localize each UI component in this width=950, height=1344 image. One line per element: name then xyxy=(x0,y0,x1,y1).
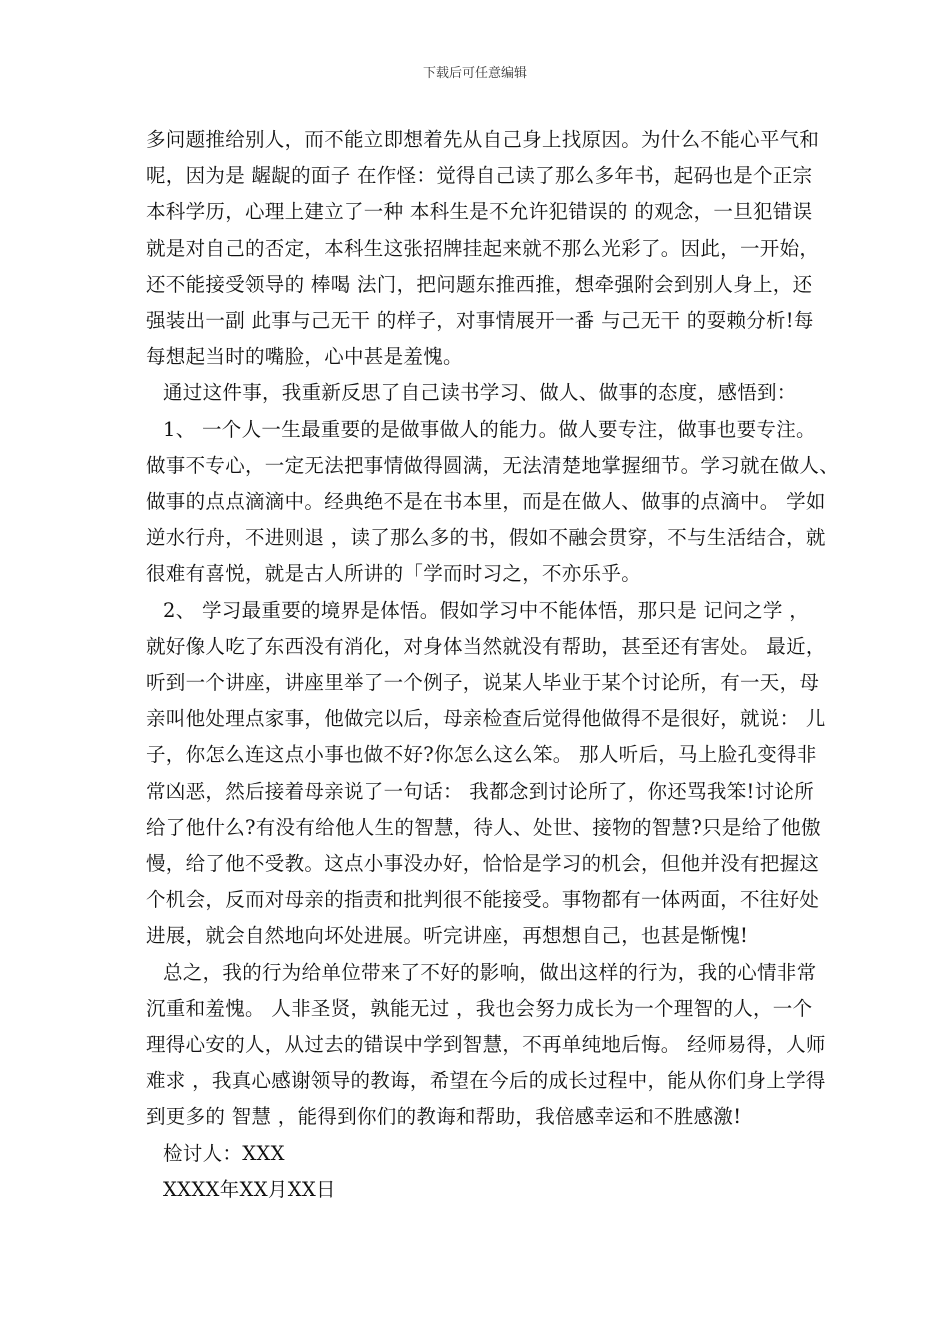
text-line: 本科学历，心理上建立了一种 本科生是不允许犯错误的 的观念，一旦犯错误 xyxy=(146,200,813,224)
text-line: 强装出一副 此事与己无干 的样子，对事情展开一番 与己无干 的耍赖分析!每 xyxy=(146,309,814,332)
text-line: 就好像人吃了东西没有消化，对身体当然就没有帮助，甚至还有害处。 最近， xyxy=(146,634,826,658)
text-line: 进展，就会自然地向坏处进展。听完讲座，再想想自己，也甚是惭愧! xyxy=(146,924,749,948)
text-line: 做事不专心，一定无法把事情做得圆满，无法清楚地掌握细节。学习就在做人、 xyxy=(146,453,840,477)
text-line: 亲叫他处理点家事，他做完以后，母亲检查后觉得他做得不是很好，就说： 儿 xyxy=(146,707,826,731)
text-line: 到更多的 智慧 ，能得到你们的教诲和帮助，我倍感幸运和不胜感激! xyxy=(146,1105,742,1129)
text-line: 个机会，反而对母亲的指责和批判很不能接受。事物都有一体两面，不往好处 xyxy=(146,888,820,912)
text-line: 就是对自己的否定，本科生这张招牌挂起来就不那么光彩了。因此，一开始， xyxy=(146,236,820,260)
text-line: 多问题推给别人，而不能立即想着先从自己身上找原因。为什么不能心平气和 xyxy=(146,128,820,151)
text-line: XXXX年XX月XX日 xyxy=(163,1177,336,1201)
text-line: 慢，给了他不受教。这点小事没办好，恰恰是学习的机会，但他并没有把握这 xyxy=(146,852,820,875)
text-line: 给了他什么?有没有给他人生的智慧，待人、处世、接物的智慧?只是给了他傲 xyxy=(146,815,821,839)
text-line: 听到一个讲座，讲座里举了一个例子，说某人毕业于某个讨论所，有一天，母 xyxy=(146,671,820,694)
text-line: 逆水行舟，不进则退 ，读了那么多的书，假如不融会贯穿，不与生活结合，就 xyxy=(146,526,826,550)
text-line: 呢，因为是 龌龊的面子 在作怪：觉得自己读了那么多年书，起码也是个正宗 xyxy=(146,164,813,188)
text-line: 检讨人：XXX xyxy=(163,1141,285,1165)
text-line: 每想起当时的嘴脸，心中甚是羞愧。 xyxy=(146,345,463,369)
text-line: 子，你怎么连这点小事也做不好?你怎么这么笨。 那人听后，马上脸孔变得非 xyxy=(146,743,817,767)
text-line: 还不能接受领导的 棒喝 法门，把问题东推西推，想牵强附会到别人身上，还 xyxy=(146,272,813,296)
text-line: 做事的点点滴滴中。经典绝不是在书本里，而是在做人、做事的点滴中。 学如 xyxy=(146,490,826,513)
text-line: 1、 一个人一生最重要的是做事做人的能力。做人要专注，做事也要专注。 xyxy=(163,417,816,441)
text-line: 通过这件事，我重新反思了自己读书学习、做人、做事的态度，感悟到： xyxy=(163,381,797,405)
text-line: 总之，我的行为给单位带来了不好的影响，做出这样的行为，我的心情非常 xyxy=(163,960,817,984)
text-line: 很难有喜悦，就是古人所讲的「学而时习之，不亦乐乎。 xyxy=(146,562,642,586)
text-line: 常凶恶，然后接着母亲说了一句话： 我都念到讨论所了，你还骂我笨!讨论所 xyxy=(146,779,815,803)
text-line: 2、 学习最重要的境界是体悟。假如学习中不能体悟，那只是 记问之学 ， xyxy=(163,598,810,622)
text-line: 难求 ，我真心感谢领导的教诲，希望在今后的成长过程中，能从你们身上学得 xyxy=(146,1069,826,1093)
text-line: 理得心安的人，从过去的错误中学到智慧，不再单纯地后悔。 经师易得，人师 xyxy=(146,1033,826,1056)
page-header: 下载后可任意编辑 xyxy=(422,66,527,81)
text-line: 沉重和羞愧。 人非圣贤，孰能无过 ，我也会努力成长为一个理智的人，一个 xyxy=(146,996,813,1020)
